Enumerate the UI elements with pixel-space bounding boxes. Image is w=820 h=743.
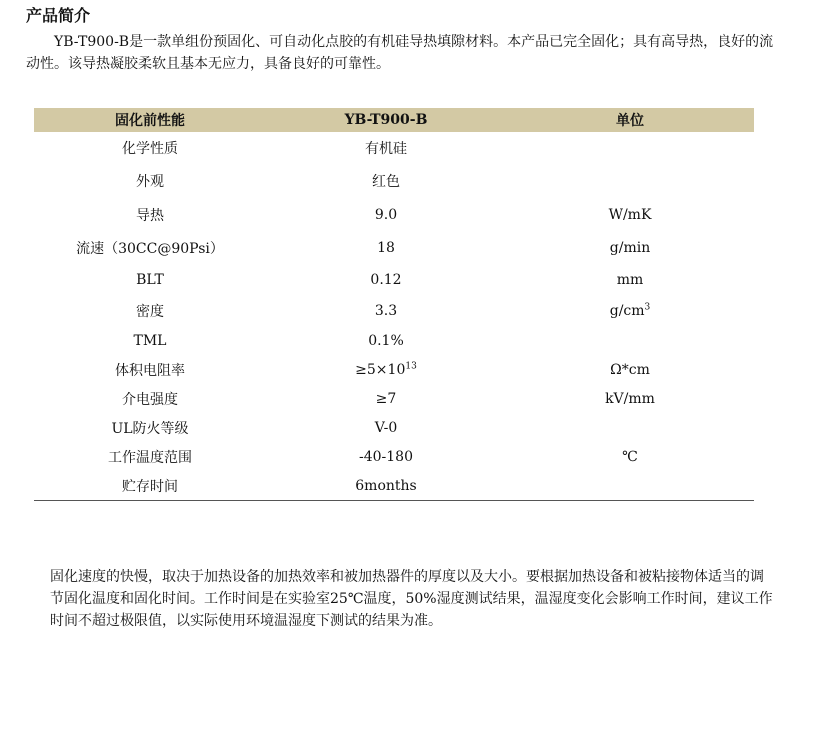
property-cell: 贮存时间	[34, 471, 266, 501]
property-cell: 流速（30CC@90Psi）	[76, 240, 224, 257]
value-cell	[266, 355, 506, 384]
unit-cell	[506, 296, 754, 326]
table-row	[34, 164, 754, 198]
value-superscript: 13	[405, 360, 417, 371]
value-cell: V-0	[374, 419, 398, 436]
unit-cell	[506, 471, 754, 501]
property-cell: 工作温度范围	[108, 449, 192, 466]
table-row	[34, 326, 754, 355]
value-cell: 0.1%	[368, 332, 404, 349]
property-cell: 外观	[136, 174, 164, 190]
value-cell: -40-180	[359, 448, 413, 465]
property-cell: 密度	[136, 304, 164, 320]
unit-cell: kV/mm	[605, 390, 655, 407]
unit-cell	[506, 326, 754, 355]
section-title: 产品简介	[26, 6, 91, 25]
header-model: YB-T900-B	[266, 108, 506, 132]
table-row	[34, 413, 754, 442]
unit-cell: g/min	[609, 239, 651, 256]
spec-table	[34, 108, 754, 501]
table-row	[34, 198, 754, 231]
property-cell: TML	[133, 332, 167, 349]
value-cell: ≥7	[375, 390, 397, 407]
table-row	[34, 471, 754, 501]
table-row	[34, 355, 754, 384]
table-row	[34, 384, 754, 413]
property-cell: 导热	[136, 207, 164, 224]
table-row	[34, 296, 754, 326]
property-cell: UL防火等级	[111, 420, 189, 437]
value-cell: 3.3	[374, 303, 398, 319]
value-cell: 18	[377, 239, 395, 256]
table-row	[34, 442, 754, 471]
unit-cell	[506, 132, 754, 164]
value-cell: 6months	[266, 471, 506, 501]
curing-note: 固化速度的快慢，取决于加热设备的加热效率和被加热器件的厚度以及大小。要根据加热设备和被粘接物体适当的调节固化温度和固化时间。工作时间是在实验室25℃温度，50%湿度测试结果，温湿度变化会影响工作时间，建议工作时间不超过极限值，以实际使用环境温湿度下测试的结果为准。	[50, 569, 773, 629]
property-cell: 化学性质	[122, 141, 178, 157]
table-header-row	[34, 108, 754, 132]
unit-cell: ℃	[622, 448, 638, 465]
property-cell: 介电强度	[122, 391, 178, 408]
header-unit: 单位	[506, 108, 754, 132]
unit-text: g/cm	[609, 303, 645, 319]
header-property: 固化前性能	[34, 108, 266, 132]
value-cell: 有机硅	[365, 141, 407, 157]
value-cell: 0.12	[370, 272, 402, 288]
table-row	[34, 231, 754, 264]
value-cell: 红色	[372, 174, 400, 190]
property-cell: 体积电阻率	[115, 362, 185, 379]
unit-cell	[506, 413, 754, 442]
value-cell: 9.0	[374, 206, 398, 223]
table-row	[34, 132, 754, 164]
unit-cell: W/mK	[608, 206, 652, 223]
unit-cell	[506, 164, 754, 198]
table-row	[34, 264, 754, 296]
product-intro: YB-T900-B是一款单组份预固化、可自动化点胶的有机硅导热填隙材料。本产品已完全固化；具有高导热，良好的流动性。该导热凝胶柔软且基本无应力，具备良好的可靠性。	[26, 34, 774, 72]
unit-cell: Ω*cm	[610, 361, 650, 378]
property-cell: BLT	[136, 272, 164, 288]
unit-cell: mm	[616, 272, 644, 288]
value-text: ≥5×10	[355, 361, 406, 378]
unit-superscript: 3	[644, 302, 651, 313]
